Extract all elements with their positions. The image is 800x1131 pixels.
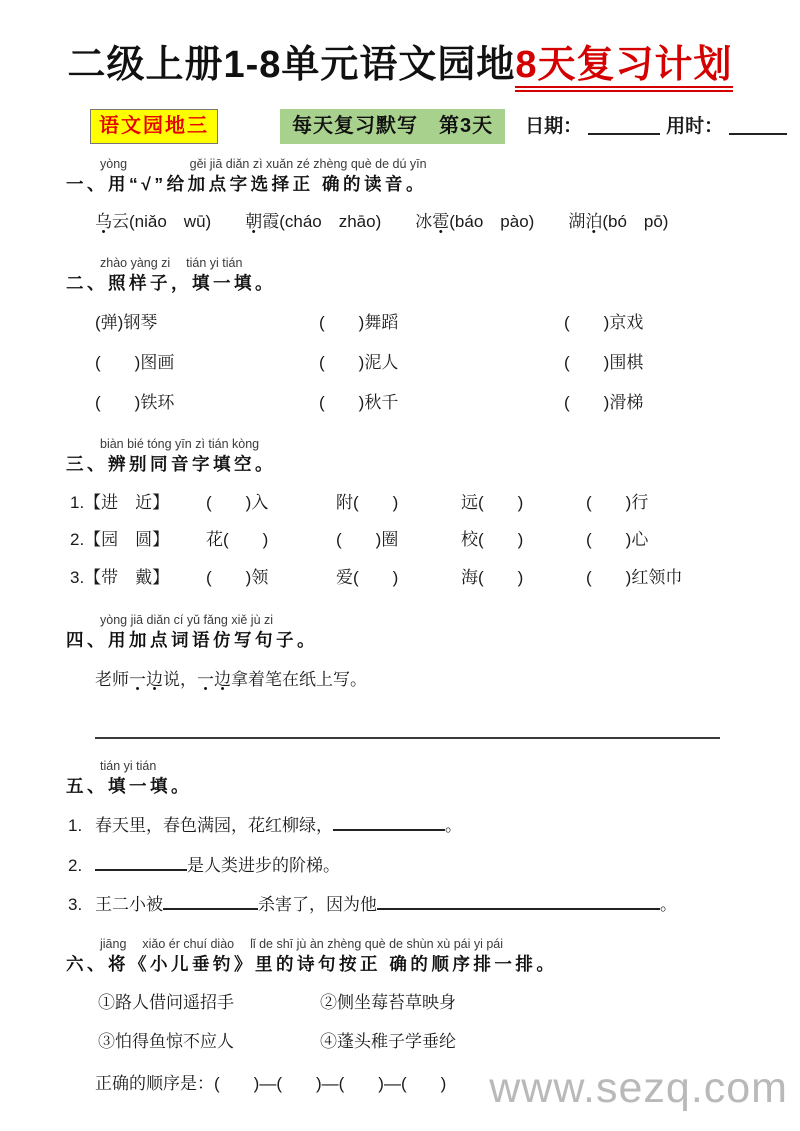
q3-word-pair: 3.【带 戴】 xyxy=(70,568,170,588)
q6-option: ③怕得鱼惊不应人 xyxy=(98,1032,234,1052)
q4-answer-line xyxy=(95,737,720,739)
q3-cell: 花( ) xyxy=(206,530,269,550)
page-title-highlight: 8天复习计划 xyxy=(515,44,732,92)
q2-cell: ( )滑梯 xyxy=(564,392,644,412)
item-number: 2. xyxy=(68,855,83,875)
emphasized-char: 一 xyxy=(129,670,146,690)
q2-pinyin: zhào yàng zi tián yi tián xyxy=(100,256,243,271)
item-text: 。 xyxy=(445,816,462,836)
text-segment: 云(niǎo wū) xyxy=(112,212,246,232)
item-text: 王二小被 xyxy=(95,895,163,915)
q5-item-3 xyxy=(68,893,800,918)
q3-word-pair: 2.【园 圆】 xyxy=(70,530,170,550)
q3-cell: ( )红领巾 xyxy=(586,568,683,588)
q4-heading: 四、用加点词语仿写句子。 xyxy=(66,629,318,650)
text-segment: (bó pō) xyxy=(602,212,669,232)
q6-order-line: 正确的顺序是：( )—( )—( )—( ) xyxy=(95,1073,447,1093)
fill-blank xyxy=(163,893,258,910)
item-text: 是人类进步的阶梯。 xyxy=(187,855,340,875)
date-blank xyxy=(588,116,660,135)
emphasized-char: 一 xyxy=(197,670,214,690)
date-time-fields xyxy=(525,113,787,141)
q2-cell: ( )图画 xyxy=(95,353,175,373)
q3-cell: ( )领 xyxy=(206,568,269,588)
page-title xyxy=(0,0,800,93)
emphasized-char: 朝 xyxy=(245,212,263,232)
q2-row-1 xyxy=(95,311,800,336)
text-segment: 霞(cháo zhāo) 冰 xyxy=(262,212,433,232)
q4-pinyin: yòng jiā diǎn cí yǔ fǎng xiě jù zi xyxy=(100,612,274,627)
time-label: 用时： xyxy=(666,115,724,137)
emphasized-char: 泊 xyxy=(585,212,603,232)
emphasized-char: 雹 xyxy=(432,212,450,232)
q2-cell: ( )围棋 xyxy=(564,353,644,373)
text-segment: 拿着笔在纸上写。 xyxy=(231,670,367,690)
header-row xyxy=(90,109,800,144)
q3-cell: ( )心 xyxy=(586,530,649,550)
item-text: 杀害了，因为他 xyxy=(258,895,377,915)
q3-cell: ( )圈 xyxy=(336,530,399,550)
q2-cell: ( )泥人 xyxy=(319,353,399,373)
fill-blank xyxy=(95,854,187,871)
item-number: 1. xyxy=(68,816,83,836)
q3-cell: 远( ) xyxy=(461,492,524,512)
page-title-main: 二级上册1-8单元语文园地 xyxy=(67,44,516,86)
daily-review-badge: 每天复习默写 第3天 xyxy=(280,109,505,144)
q3-cell: 海( ) xyxy=(461,568,524,588)
text-segment: 说， xyxy=(163,670,197,690)
q6-option: ④蓬头稚子学垂纶 xyxy=(320,1032,456,1052)
q6-options-row-1 xyxy=(98,991,800,1016)
q3-row-3 xyxy=(70,566,800,591)
emphasized-char: 乌 xyxy=(95,212,112,232)
q3-pinyin: biàn bié tóng yīn zì tián kòng xyxy=(100,437,260,452)
q6-option: ①路人借问遥招手 xyxy=(98,993,234,1013)
item-text: 春天里，春色满园，花红柳绿， xyxy=(95,816,333,836)
q3-cell: 校( ) xyxy=(461,530,524,550)
q6-option: ②侧坐莓苔草映身 xyxy=(320,993,456,1013)
q3-row-2 xyxy=(70,528,800,553)
q5-pinyin: tián yi tián xyxy=(100,758,157,773)
q3-cell: ( )行 xyxy=(586,492,649,512)
fill-blank xyxy=(377,893,660,910)
q6-pinyin: jiāng xiǎo ér chuí diào lǐ de shī jù àn zhèng què de shùn xù pái yi pái xyxy=(100,937,504,952)
q2-cell: ( )京戏 xyxy=(564,313,644,333)
q5-item-1 xyxy=(68,814,800,839)
q3-heading: 三、辨别同音字填空。 xyxy=(66,454,276,475)
fill-blank xyxy=(333,814,445,831)
time-blank xyxy=(729,116,787,135)
q1-word-choices xyxy=(95,210,800,235)
unit-badge: 语文园地三 xyxy=(90,109,218,144)
q2-row-2 xyxy=(95,351,800,376)
emphasized-char: 边 xyxy=(214,670,231,690)
q3-cell: 附( ) xyxy=(336,492,399,512)
q1-pinyin: yòng gěi jiā diǎn zì xuǎn zé zhèng què de dú yīn xyxy=(100,157,427,172)
q2-cell: ( )铁环 xyxy=(95,392,175,412)
text-segment: 老师 xyxy=(95,670,129,690)
q2-heading: 二、照样子，填一填。 xyxy=(66,273,276,294)
item-number: 3. xyxy=(68,895,83,915)
emphasized-char: 边 xyxy=(146,670,163,690)
q5-heading: 五、填一填。 xyxy=(66,775,192,796)
q2-row-3 xyxy=(95,391,800,416)
q5-item-2 xyxy=(68,854,800,879)
q4-example-sentence xyxy=(95,668,800,693)
q6-options-row-2 xyxy=(98,1030,800,1055)
q3-row-1 xyxy=(70,491,800,516)
q1-heading: 一、用“√”给加点字选择正 确的读音。 xyxy=(66,174,427,195)
q6-heading: 六、将《小儿垂钓》里的诗句按正 确的顺序排一排。 xyxy=(66,954,558,975)
q2-cell: ( )秋千 xyxy=(319,392,399,412)
date-label: 日期： xyxy=(525,115,583,137)
q3-cell: ( )入 xyxy=(206,492,269,512)
q2-cell: ( )舞蹈 xyxy=(319,313,399,333)
q2-cell: (弹)钢琴 xyxy=(95,313,158,333)
q3-word-pair: 1.【进 近】 xyxy=(70,492,170,512)
q3-cell: 爱( ) xyxy=(336,568,399,588)
item-text: 。 xyxy=(660,895,677,915)
watermark: www.sezq.com xyxy=(489,1063,788,1112)
text-segment: (báo pào) 湖 xyxy=(449,212,586,232)
